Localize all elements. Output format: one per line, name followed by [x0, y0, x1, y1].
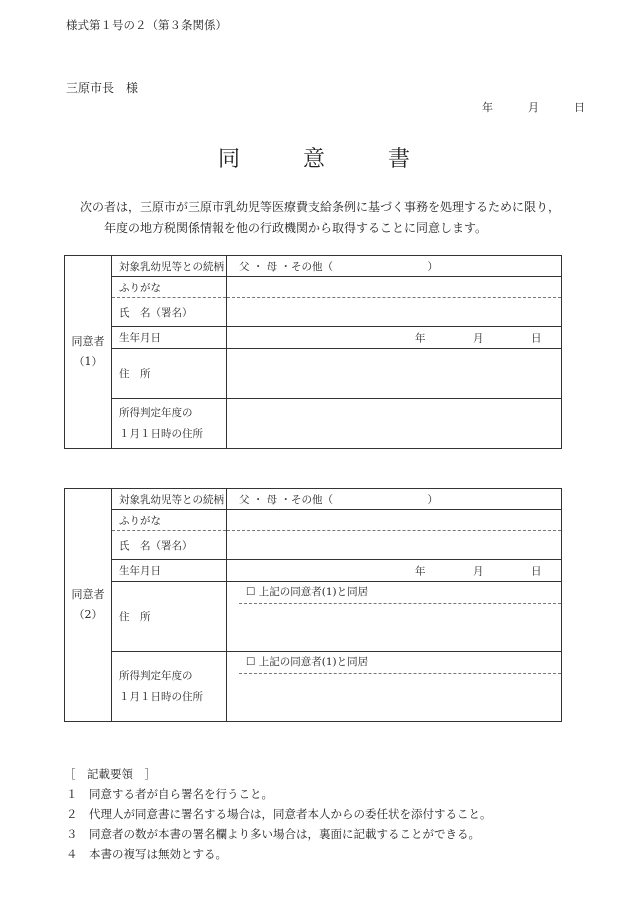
- note-item: ３ 同意者の数が本書の署名欄より多い場合は，裏面に記載することができる。: [66, 827, 480, 841]
- dob-label: 生年月日: [112, 560, 227, 582]
- name-signature-field[interactable]: [227, 298, 562, 327]
- consenter-label-1: [65, 256, 112, 449]
- consenter-label-text: 同意者: [71, 335, 105, 348]
- note-item: ２ 代理人が同意書に署名する場合は，同意者本人からの委任状を添付すること。: [66, 807, 492, 821]
- relation-label: 対象乳幼児等との続柄: [112, 256, 227, 277]
- income-address-label-line-2: １月１日時の住所: [119, 690, 203, 703]
- dob-label: 生年月日: [112, 327, 227, 349]
- address-label: 住 所: [112, 582, 227, 652]
- dob-day: 日: [531, 565, 542, 577]
- dob-year: 年: [415, 565, 426, 577]
- dob-month: 月: [473, 565, 484, 577]
- note-item: １ 同意する者が自ら署名を行うこと。: [66, 787, 273, 801]
- consenter-label-2: [65, 489, 112, 722]
- intro-line-2: 年度の地方税関係情報を他の行政機関から取得することに同意します。: [104, 221, 488, 235]
- dob-field[interactable]: [227, 327, 562, 349]
- dob-field[interactable]: [227, 560, 562, 582]
- address-field[interactable]: [227, 582, 562, 652]
- addressee: 三原市長 様: [66, 81, 139, 95]
- page-title: [0, 142, 630, 173]
- dob-month: 月: [473, 332, 484, 344]
- intro-line-1: 次の者は，三原市が三原市乳幼児等医療費支給条例に基づく事務を処理するために限り，: [80, 200, 561, 214]
- same-income-address-checkbox[interactable]: ☐ 上記の同意者(1)と同居: [239, 652, 561, 674]
- consenter-label-number: （2）: [73, 608, 103, 621]
- consenter-label-number: （1）: [73, 355, 103, 368]
- date-year: 年: [482, 101, 493, 114]
- relation-label: 対象乳幼児等との続柄: [112, 489, 227, 510]
- same-address-checkbox[interactable]: ☐ 上記の同意者(1)と同居: [239, 582, 561, 604]
- date-day: 日: [574, 101, 585, 114]
- income-address-label-line-1: 所得判定年度の: [119, 406, 193, 419]
- name-signature-field[interactable]: [227, 531, 562, 560]
- consenter-label-text: 同意者: [71, 588, 105, 601]
- relation-field[interactable]: 父 ・ 母 ・その他（ ）: [227, 256, 562, 277]
- furigana-field[interactable]: [227, 277, 562, 298]
- income-address-label: [112, 399, 227, 449]
- title-char-2: 意: [302, 147, 327, 172]
- notes-title: ［ 記載要領 ］: [64, 767, 156, 781]
- consenter-table-2: [64, 488, 562, 722]
- furigana-label: ふりがな: [112, 510, 227, 531]
- note-item: ４ 本書の複写は無効とする。: [66, 847, 227, 861]
- address-field[interactable]: [227, 349, 562, 399]
- name-label: 氏 名（署名）: [112, 531, 227, 560]
- income-address-field[interactable]: [227, 399, 562, 449]
- furigana-label: ふりがな: [112, 277, 227, 298]
- income-address-label: [112, 652, 227, 722]
- dob-year: 年: [415, 332, 426, 344]
- date-month: 月: [528, 101, 539, 114]
- date-line: [482, 99, 585, 115]
- address-label: 住 所: [112, 349, 227, 399]
- furigana-field[interactable]: [227, 510, 562, 531]
- name-label: 氏 名（署名）: [112, 298, 227, 327]
- income-address-label-line-2: １月１日時の住所: [119, 427, 203, 440]
- income-address-label-line-1: 所得判定年度の: [119, 669, 193, 682]
- relation-field[interactable]: 父 ・ 母 ・その他（ ）: [227, 489, 562, 510]
- title-char-1: 同: [217, 147, 242, 172]
- income-address-field[interactable]: [227, 652, 562, 722]
- form-number: 様式第１号の２（第３条関係）: [66, 18, 227, 32]
- title-char-3: 書: [388, 147, 413, 172]
- consenter-table-1: [64, 255, 562, 449]
- dob-day: 日: [531, 332, 542, 344]
